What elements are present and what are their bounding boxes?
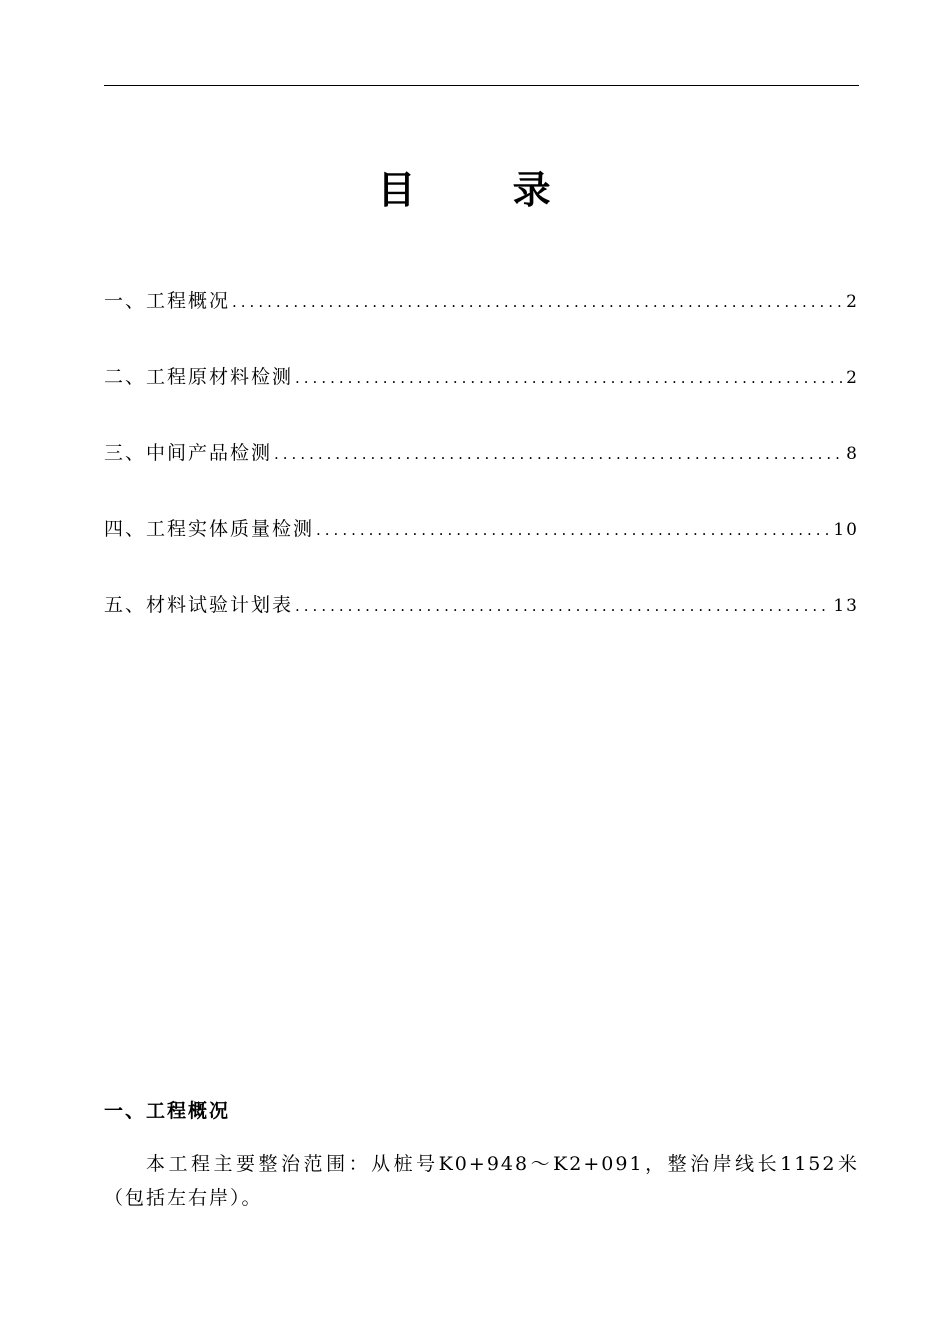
toc-entry-page: 13 [833, 596, 859, 616]
header-rule [104, 85, 859, 86]
toc-entry-1[interactable] [104, 288, 859, 364]
toc-dot-leader [316, 517, 831, 543]
toc-entry-3[interactable] [104, 440, 859, 516]
toc-dot-leader [295, 593, 831, 619]
toc-entry-5[interactable] [104, 592, 859, 668]
toc-entry-page: 2 [846, 368, 859, 388]
toc-entry-text: 五、材料试验计划表 [104, 594, 294, 616]
table-of-contents [104, 288, 859, 668]
toc-entry-4[interactable] [104, 516, 859, 592]
toc-entry-text: 二、工程原材料检测 [104, 366, 294, 388]
toc-entry-page: 10 [833, 520, 859, 540]
section-body-paragraph: 本工程主要整治范围：从桩号K0+948～K2+091，整治岸线长1152米（包括左右岸）。 [104, 1153, 859, 1209]
toc-entry-page: 8 [846, 444, 859, 464]
toc-entry-text: 一、工程概况 [104, 290, 231, 312]
toc-dot-leader [295, 365, 844, 391]
toc-entry-2[interactable] [104, 364, 859, 440]
section-heading: 一、工程概况 [104, 1100, 231, 1122]
toc-dot-leader [232, 289, 844, 315]
toc-title: 目 录 [377, 167, 593, 212]
toc-dot-leader [274, 441, 844, 467]
toc-entry-text: 四、工程实体质量检测 [104, 518, 315, 540]
toc-entry-text: 三、中间产品检测 [104, 442, 273, 464]
toc-entry-page: 2 [846, 292, 859, 312]
